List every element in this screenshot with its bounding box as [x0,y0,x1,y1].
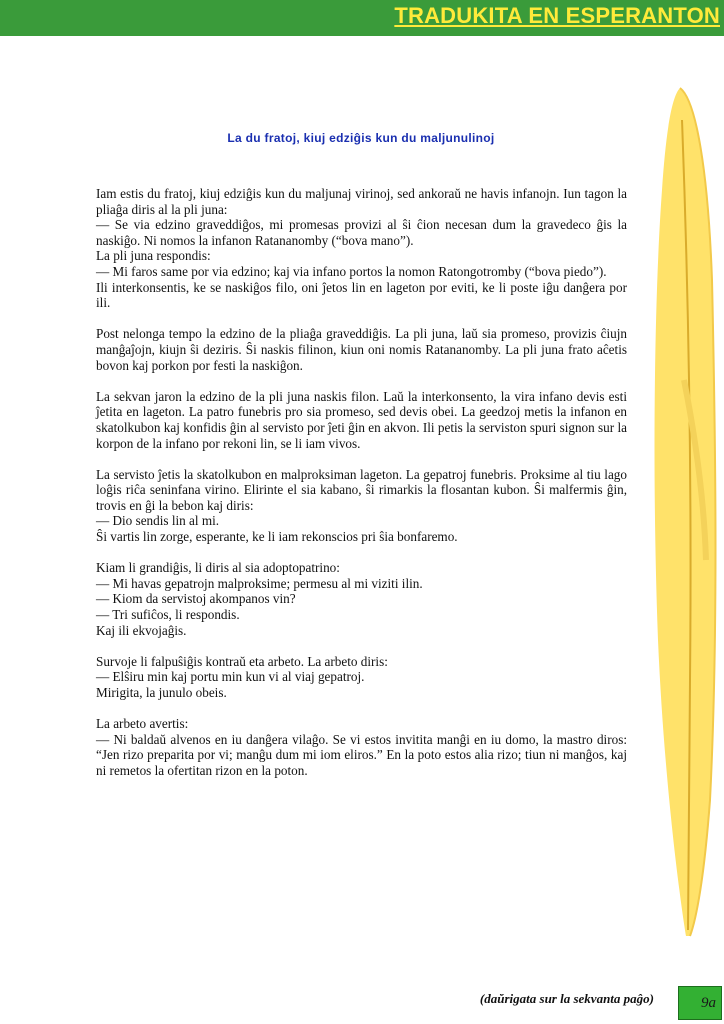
text-line: Iam estis du fratoj, kiuj edziĝis kun du maljunaj virinoj, sed ankoraŭ ne havis infanojn. Iun tagon la pliaĝa diris al la pli juna: [96,186,627,217]
text-line: — Kiom da servistoj akompanos vin? [96,591,296,607]
text-line: Post nelonga tempo la edzino de la pliaĝa graveddiĝis. La pli juna, laŭ sia promeso, provizis ĉiujn manĝaĵojn, kiujn ŝi deziris. Ŝi naskis filinon, kiun oni nomis Ratananomby. La pli juna frato aĉetis bovon kaj porkon por festi la naskiĝon. [96,326,627,373]
paragraph [96,326,627,373]
article-body [96,186,627,794]
text-line: La pli juna respondis: [96,248,211,264]
text-line: Ŝi vartis lin zorge, esperante, ke li iam rekonscios pri ŝia bonfaremo. [96,529,458,545]
text-line: — Elŝiru min kaj portu min kun vi al viaj gepatroj. [96,669,365,685]
paragraph [96,716,627,778]
text-line: — Mi havas gepatrojn malproksime; permesu al mi viziti ilin. [96,575,423,591]
header-bar [0,0,724,36]
section-title: TRADUKITA EN ESPERANTON [394,3,720,28]
text-line: Kaj ili ekvojaĝis. [96,622,187,638]
text-line: Mirigita, la junulo obeis. [96,685,227,700]
page-number: 9a [678,986,722,1020]
quill-feather-icon [640,80,724,940]
text-line: Survoje li falpuŝiĝis kontraŭ eta arbeto. La arbeto diris: [96,653,388,669]
paragraph [96,467,627,545]
paragraph [96,654,627,701]
text-line: — Dio sendis lin al mi. [96,513,220,529]
article-title: La du fratoj, kiuj edziĝis kun du maljunulinoj [227,131,495,145]
text-line: — Se via edzino graveddiĝos, mi promesas provizi al ŝi ĉion necesan dum la gravedeco ĝis la naskiĝo. Ni nomos la infanon Ratananomby (“bova mano”). [96,217,627,248]
text-line: — Ni baldaŭ alvenos en iu danĝera vilaĝo. Se vi estos invitita manĝi en iu domo, la mastro diros: “Jen rizo preparita por vi; manĝu dum mi iom eliros.” En la poto estos alia rizo; tiun ni manĝos, kaj ni remetos la ofertitan rizon en la poton. [96,731,627,778]
text-line: La sekvan jaron la edzino de la pli juna naskis filon. Laŭ la interkonsento, la vira infano devis esti ĵetita en lageton. La patro funebris pro sia promeso, sed devis obei. La geedzoj metis la infanon en skatolkubon kaj konfidis ĝin al servisto por ĵeti ĝin en akvon. Ili petis la serviston spuri signon sur la korpon de la infano por rekoni lin, se li iam vivos. [96,388,627,451]
text-line: La arbeto avertis: [96,716,189,732]
continuation-note: (daŭrigata sur la sekvanta paĝo) [479,991,654,1006]
paragraph [96,389,627,451]
text-line: La servisto ĵetis la skatolkubon en malproksiman lageton. La gepatroj funebris. Proksime al tiu lago loĝis riĉa seninfana virino. Elirinte el sia kabano, ŝi rimarkis la flosantan kubon. Ŝi malfermis ĝin, trovis en ĝi la bebon kaj diris: [96,466,627,513]
text-line: — Tri sufiĉos, li respondis. [96,607,240,623]
paragraph [96,560,627,638]
paragraph [96,186,627,311]
text-line: — Mi faros same por via edzino; kaj via infano portos la nomon Ratongotromby (“bova piedo”). [96,263,607,279]
text-line: Kiam li grandiĝis, li diris al sia adoptopatrino: [96,560,340,576]
text-line: Ili interkonsentis, ke se naskiĝos filo, oni ĵetos lin en lageton por eviti, ke li poste iĝu danĝera por ili. [96,279,627,311]
